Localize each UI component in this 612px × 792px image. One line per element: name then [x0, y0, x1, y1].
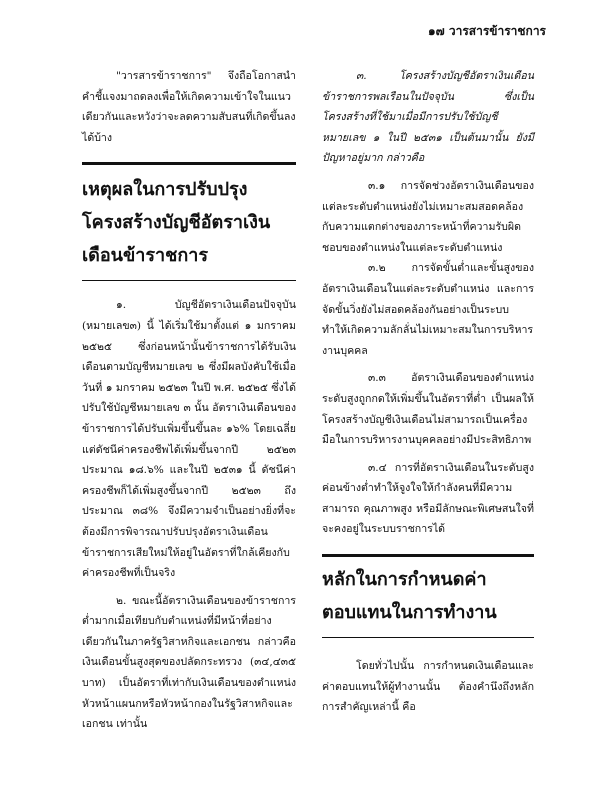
heading-bottom-rule: [322, 637, 534, 638]
left-column: [82, 66, 296, 735]
heading-bottom-rule: [82, 280, 296, 281]
right-column: [322, 66, 534, 718]
running-head: ๑๗ วารสารข้าราชการ: [428, 24, 546, 38]
heading-top-rule: [322, 554, 534, 557]
intro-paragraph: "วารสารข้าราชการ" จึงถือโอกาสนำคำชี้แจงมาถดลงเพื่อให้เกิดความเข้าใจในแนวเดียวกันและหวังว่าจะลดความสับสนที่เกิดขึ้นลงได้บ้าง: [82, 70, 296, 144]
reason-item-3-3: ๓.๓ อัตราเงินเดือนของตำแหน่งระดับสูงถูกกดให้เพิ่มขึ้นในอัตราที่ต่ำ เป็นผลให้โครงสร้างบัญชีเงินเดือนไม่สามารถเป็นเครื่องมือในการบริหารงานบุคคลอย่างมีประสิทธิภาพ: [322, 372, 534, 447]
section-heading-reasons: เหตุผลในการปรับปรุงโครงสร้างบัญชีอัตราเงินเดือนข้าราชการ: [82, 179, 271, 267]
reason-item-3-2: ๓.๒ การจัดขั้นต่ำและขั้นสูงของอัตราเงินเดือนในแต่ละระดับตำแหน่ง และการจัดขั้นวิ่งยังไม่สอดคล้องกันอย่างเป็นระบบทำให้เกิดความลักลั่นไม่เหมาะสมในการบริหารงานบุคคล: [322, 262, 534, 357]
reason-paragraph-2: ๒. ขณะนี้อัตราเงินเดือนของข้าราชการต่ำมากเมื่อเทียบกับตำแหน่งที่มีหน้าที่อย่างเดียวกันในภาครัฐวิสาหกิจและเอกชน กล่าวคือ เงินเดือนขั้นสูงสุดของปลัดกระทรวง (๓๔,๔๓๕ บาท) เป็นอัตราที่เท่ากับเงินเดือนของตำแหน่งหัวหน้าแผนกหรือหัวหน้ากองในรัฐวิสาหกิจและเอกชน เท่านั้น: [82, 594, 296, 731]
reason-paragraph-3: ๓. โครงสร้างบัญชีอัตราเงินเดือนข้าราชการพลเรือนในปัจจุบัน ซึ่งเป็นโครงสร้างที่ใช้มาเมื่อมีการปรับใช้บัญชีหมายเลข ๑ ในปี ๒๕๓๑ เป็นต้นมานั้น ยังมีปัญหาอยู่มาก กล่าวคือ: [322, 70, 534, 165]
reason-paragraph-1: ๑. บัญชีอัตราเงินเดือนปัจจุบัน (หมายเลข๓) นี้ ได้เริ่มใช้มาตั้งแต่ ๑ มกราคม ๒๕๒๕ ซึ่งก่อนหน้านั้นข้าราชการได้รับเงินเดือนตามบัญชีหมายเลข ๒ ซึ่งมีผลบังคับใช้เมื่อวันที่ ๑ มกราคม ๒๕๒๓ ในปี พ.ศ. ๒๕๒๕ ซึ่งได้ปรับใช้บัญชีหมายเลข ๓ นั้น อัตราเงินเดือนของข้าราชการได้ปรับเพิ่มขึ้นขึ้นละ ๑๖% โดยเฉลี่ย แต่ดัชนีค่าครองชีพได้เพิ่มขึ้นจากปี ๒๕๒๓ ประมาณ ๑๘.๖% และในปี ๒๕๓๑ นี้ ดัชนีค่าครองชีพก็ได้เพิ่มสูงขึ้นจากปี ๒๕๒๓ ถึงประมาณ ๓๘% จึงมีความจำเป็นอย่างยิ่งที่จะต้องมีการพิจารณาปรับปรุงอัตราเงินเดือนข้าราชการเสียใหม่ให้อยู่ในอัตราที่ใกล้เคียงกับค่าครองชีพที่เป็นจริง: [82, 299, 296, 580]
principles-paragraph: โดยทั่วไปนั้น การกำหนดเงินเดือนและค่าตอบแทนให้ผู้ทำงานนั้น ต้องคำนึงถึงหลักการสำคัญเหล่านี้ คือ: [322, 660, 534, 714]
reason-item-3-4: ๓.๔ การที่อัตราเงินเดือนในระดับสูงค่อนข้างต่ำทำให้จูงใจให้กำลังคนที่มีความสามารถ คุณภาพสูง หรือมีลักษณะพิเศษสนใจที่จะคงอยู่ในระบบราชการได้: [322, 461, 534, 536]
heading-top-rule: [82, 162, 296, 165]
reason-item-3-1: ๓.๑ การจัดช่วงอัตราเงินเดือนของแต่ละระดับตำแหน่งยังไม่เหมาะสมสอดคล้องกับความแตกต่างของภาระหน้าที่ความรับผิดชอบของตำแหน่งในแต่ละระดับตำแหน่ง: [322, 179, 534, 254]
section-heading-principles: หลักในการกำหนดค่าตอบแทนในการทำงาน: [322, 569, 497, 624]
